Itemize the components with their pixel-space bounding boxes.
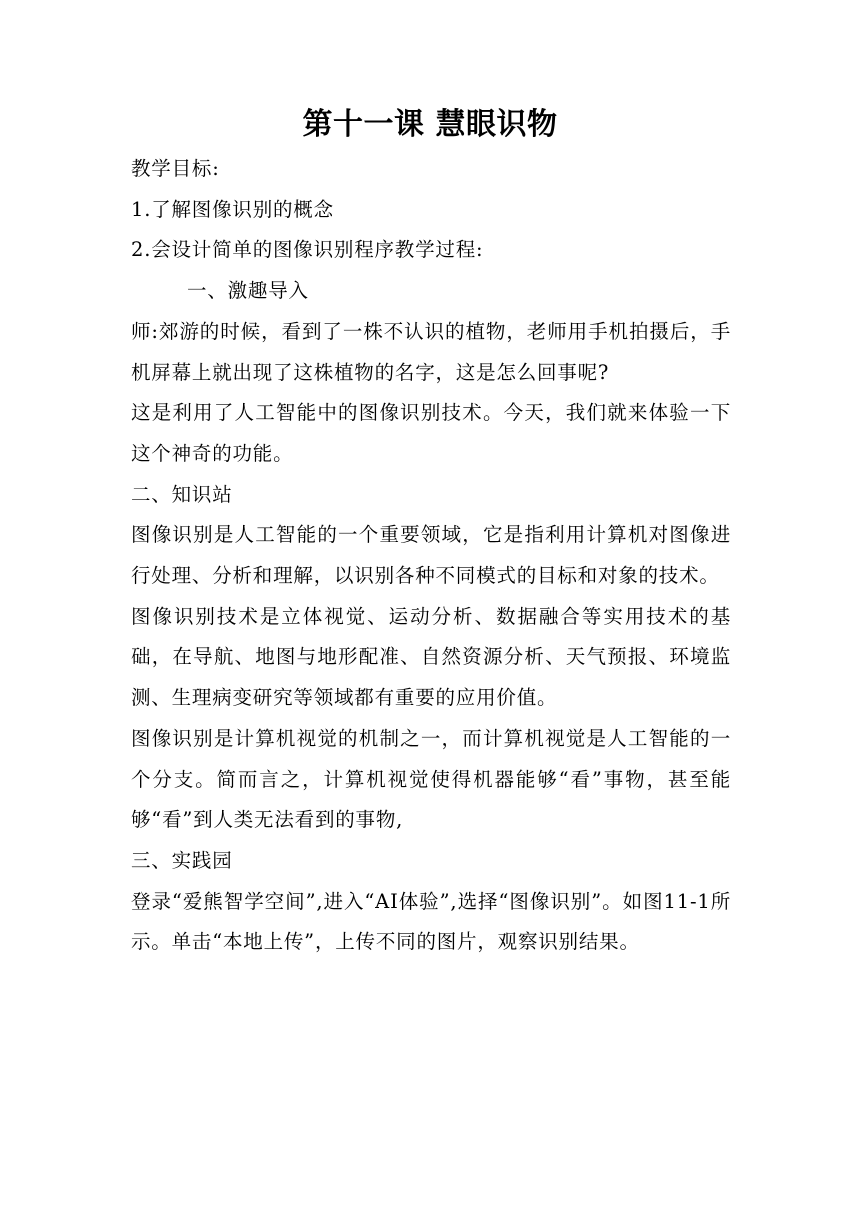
goals-heading: 教学目标: [131, 157, 220, 180]
paragraph: 这是利用了人工智能中的图像识别技术。今天，我们就来体验一下这个神奇的功能。 [131, 401, 731, 465]
section-heading-intro: 一、激趣导入 [187, 279, 309, 303]
paragraph: 师:郊游的时候，看到了一株不认识的植物，老师用手机拍摄后，手机屏幕上就出现了这株植物的名字，这是怎么回事呢? [131, 319, 731, 384]
paragraph: 图像识别是计算机视觉的机制之一，而计算机视觉是人工智能的一个分支。简而言之，计算机视觉使得机器能够“看”事物，甚至能够“看”到人类无法看到的事物, [131, 726, 731, 832]
paragraph: 登录“爱熊智学空间”,进入“AI体验”,选择“图像识别”。如图11-1所示。单击“本地上传”，上传不同的图片，观察识别结果。 [131, 889, 731, 954]
goal-item: 1.了解图像识别的概念 [131, 197, 334, 221]
document-body [131, 149, 731, 963]
lesson-title: 第十一课 慧眼识物 [302, 107, 558, 142]
section-heading-knowledge: 二、知识站 [131, 482, 233, 506]
paragraph: 图像识别是人工智能的一个重要领域，它是指利用计算机对图像进行处理、分析和理解，以识别各种不同模式的目标和对象的技术。 [131, 523, 731, 588]
paragraph: 图像识别技术是立体视觉、运动分析、数据融合等实用技术的基础，在导航、地图与地形配准、自然资源分析、天气预报、环境监测、生理病变研究等领域都有重要的应用价值。 [131, 604, 731, 710]
section-heading-practice: 三、实践园 [131, 848, 233, 872]
goal-item: 2.会设计简单的图像识别程序教学过程: [131, 238, 484, 262]
